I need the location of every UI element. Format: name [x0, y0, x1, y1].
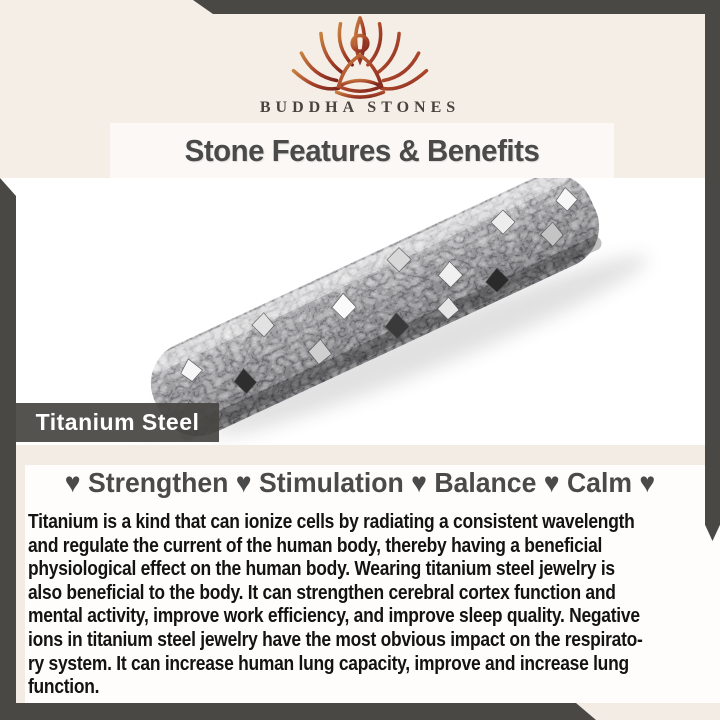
frame-right-ribbon [705, 0, 720, 541]
benefits-description-line: function. [28, 675, 100, 699]
product-name-label: Titanium Steel [35, 409, 200, 435]
benefits-description-line: ions in titanium steel jewelry have the most obvious impact on the respirato- [28, 627, 643, 651]
benefits-description [28, 510, 643, 699]
brand-name: BUDDHA STONES [259, 99, 461, 116]
lotus-meditation-logo-icon [272, 14, 448, 100]
benefits-description-line: also beneficial to the body. It can strengthen cerebral cortex function and [28, 580, 616, 604]
section-title-panel [110, 123, 614, 178]
benefits-heading: ♥ Strengthen ♥ Stimulation ♥ Balance ♥ Calm ♥ [64, 467, 656, 498]
product-name-badge [16, 403, 219, 442]
benefits-description-line: ry system. It can increase human lung capacity, improve and increase lung [28, 651, 629, 675]
frame-top-bar [193, 0, 720, 14]
benefits-description-line: and regulate the current of the human body, thereby having a beneficial [28, 533, 603, 557]
frame-bottom-bar [0, 703, 596, 720]
benefits-description-line: physiological effect on the human body. Wearing titanium steel jewelry is [28, 557, 615, 581]
frame-left-bar [0, 178, 16, 720]
benefits-description-line: Titanium is a kind that can ionize cells by radiating a consistent wavelength [28, 510, 635, 533]
section-title: Stone Features & Benefits [184, 133, 540, 168]
benefits-description-line: mental activity, improve work efficiency, and improve sleep quality. Negative [28, 604, 640, 628]
